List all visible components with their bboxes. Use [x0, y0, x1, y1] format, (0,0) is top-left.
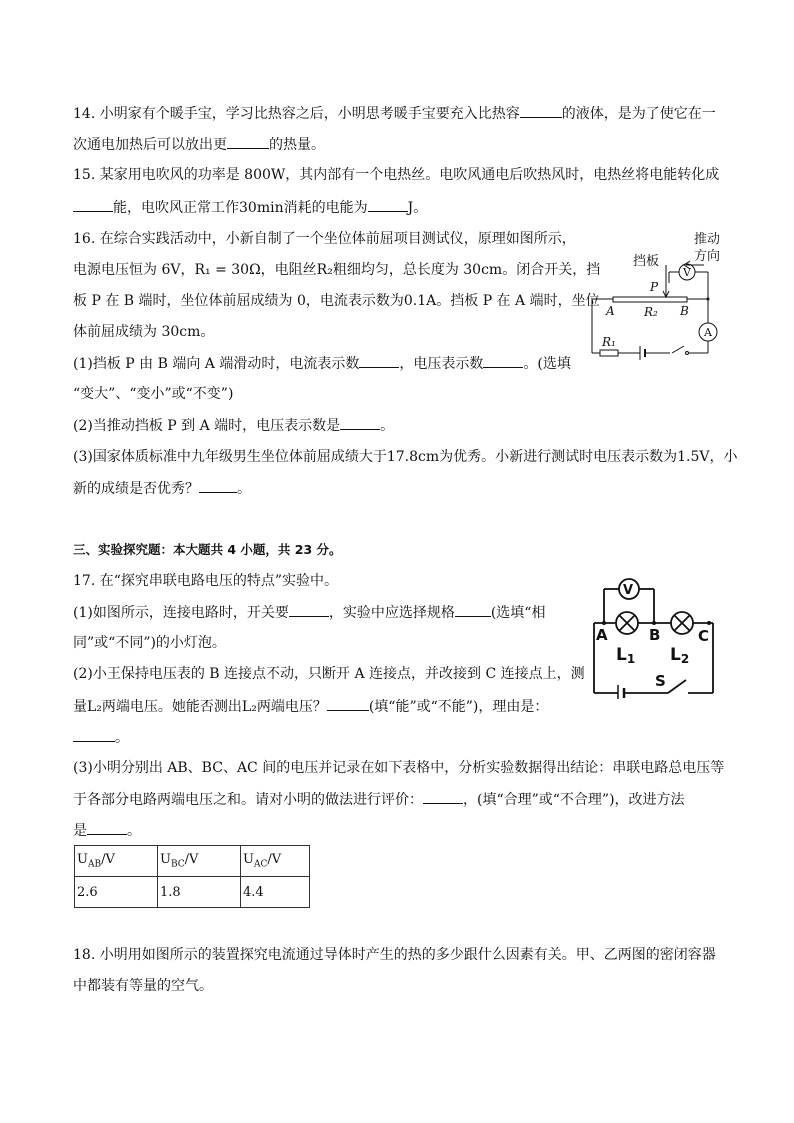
junction-dot: [602, 621, 606, 625]
voltmeter-label: V: [623, 583, 634, 598]
junction-dot: [707, 621, 711, 625]
junction-dot: [707, 298, 710, 301]
q16-sub-3-cont: 新的成绩是否优秀？ 。: [73, 478, 251, 499]
q14-line-1: 14. 小明家有个暖手宝，学习比热容之后，小明思考暖手宝要充入比热容 的液体，是为了使它在一: [73, 103, 716, 124]
board-label: 挡板: [633, 254, 660, 269]
answer-blank[interactable]: [368, 197, 408, 212]
end-b-label: B: [680, 304, 689, 318]
switch-blade: [668, 680, 686, 693]
switch-blade: [672, 346, 684, 353]
table-header-row: [75, 846, 310, 877]
resistor-r1: [600, 350, 618, 356]
junction-dot: [652, 621, 656, 625]
push-label-1: 推动: [694, 232, 721, 247]
q16-sub-1: (1)挡板 P 由 B 端向 A 端滑动时，电流表示数 ，电压表示数 。(选填: [73, 353, 571, 374]
q17-sub-3-cont: 于各部分电路两端电压之和。请对小明的做法进行评价： ，(填“合理”或“不合理”)，改进方法: [73, 789, 685, 810]
answer-blank[interactable]: [289, 602, 329, 617]
lamp-l2-label: L2: [670, 645, 690, 666]
point-b-label: B: [649, 626, 661, 644]
table-cell: 2.6: [75, 877, 158, 908]
answer-blank[interactable]: [73, 197, 113, 212]
table-cell: 1.8: [158, 877, 241, 908]
ammeter-label: A: [704, 326, 712, 339]
answer-blank[interactable]: [340, 415, 380, 430]
end-a-label: A: [606, 304, 615, 318]
q16-sub-3: (3)国家体质标准中九年级男生坐位体前屈成绩大于17.8cm为优秀。小新进行测试时电压表示数为1.5V，小: [73, 449, 738, 465]
answer-blank[interactable]: [359, 353, 399, 368]
slider-label: P: [650, 280, 659, 294]
answer-blank[interactable]: [327, 696, 369, 711]
voltage-table: [74, 845, 310, 908]
switch-label: S: [655, 672, 666, 690]
q17-line-1: 17. 在“探究串联电路电压的特点”实验中。: [73, 573, 339, 589]
answer-blank[interactable]: [520, 103, 562, 118]
q16-line-1: 16. 在综合实践活动中，小新自制了一个坐位体前屈项目测试仪，原理如图所示，: [73, 231, 576, 247]
resistor-r2: [613, 297, 687, 302]
lamp-l1-label: L1: [616, 645, 636, 666]
point-a-label: A: [596, 626, 608, 644]
q16-line-3: 板 P 在 B 端时，坐位体前屈成绩为 0，电流表示数为0.1A。挡板 P 在 A 端时，坐位: [73, 293, 600, 309]
q16-line-4: 体前屈成绩为 30cm。: [73, 324, 215, 340]
table-header-cell: $U_{AB}/V$: [75, 846, 158, 877]
answer-blank[interactable]: [199, 478, 237, 493]
q17-sub-1: (1)如图所示，连接电路时，开关要 ，实验中应选择规格 (选填“相: [73, 602, 545, 623]
answer-blank[interactable]: [87, 820, 127, 835]
q15-line-1: 15. 某家用电吹风的功率是 800W，其内部有一个电热丝。电吹风通电后吹热风时，电热丝将电能转化成: [73, 167, 720, 183]
voltmeter-label: V: [683, 266, 691, 279]
q17-sub-3-method: 是 。: [73, 820, 141, 841]
r2-label: R₂: [644, 305, 658, 319]
q18-line-2: 中都装有等量的空气。: [73, 978, 213, 994]
q17-sub-2-cont: 量L₂两端电压。她能否测出L₂两端电压？ (填“能”或“不能”)，理由是：: [73, 696, 548, 717]
q16-sub-1-cont: “变大”、“变小”或“不变”): [73, 386, 234, 402]
table-cell: 4.4: [241, 877, 310, 908]
q15-line-2: 能，电吹风正常工作30min消耗的电能为 J。: [73, 197, 427, 218]
section-heading: 三、实验探究题：本大题共 4 小题，共 23 分。: [73, 542, 342, 557]
switch-contact: [686, 352, 689, 355]
q18-line-1: 18. 小明用如图所示的装置探究电流通过导体时产生的热的多少跟什么因素有关。甲、乙两图的密闭容器: [73, 947, 716, 963]
q16-circuit-diagram: [586, 225, 726, 365]
table-header-cell: $U_{BC}/V$: [158, 846, 241, 877]
q16-line-2: 电源电压恒为 6V，R₁ = 30Ω，电阻丝R₂粗细均匀，总长度为 30cm。闭合开关，挡: [73, 262, 601, 278]
q17-circuit-diagram: [588, 574, 718, 699]
answer-blank[interactable]: [227, 134, 269, 149]
answer-blank[interactable]: [483, 353, 523, 368]
q17-sub-2: (2)小王保持电压表的 B 连接点不动，只断开 A 连接点，并改接到 C 连接点上，测: [73, 666, 585, 682]
table-header-cell: $U_{AC}/V$: [241, 846, 310, 877]
q17-sub-2-reason: 。: [73, 727, 129, 748]
r1-label: R₁: [602, 335, 616, 349]
q14-line-2: 次通电加热后可以放出更 的热量。: [73, 134, 325, 155]
q17-sub-3: (3)小明分别出 AB、BC、AC 间的电压并记录在如下表格中，分析实验数据得出结论：串联电路总电压等: [73, 760, 725, 776]
q16-sub-2: (2)当推动挡板 P 到 A 端时，电压表示数是 。: [73, 415, 394, 436]
push-label-2: 方向: [694, 249, 721, 264]
answer-blank[interactable]: [73, 727, 115, 742]
answer-blank[interactable]: [455, 602, 491, 617]
table-row: [75, 877, 310, 908]
answer-blank[interactable]: [423, 789, 463, 804]
point-c-label: C: [698, 627, 710, 645]
q17-sub-1-cont: 同”或“不同”)的小灯泡。: [73, 635, 226, 651]
